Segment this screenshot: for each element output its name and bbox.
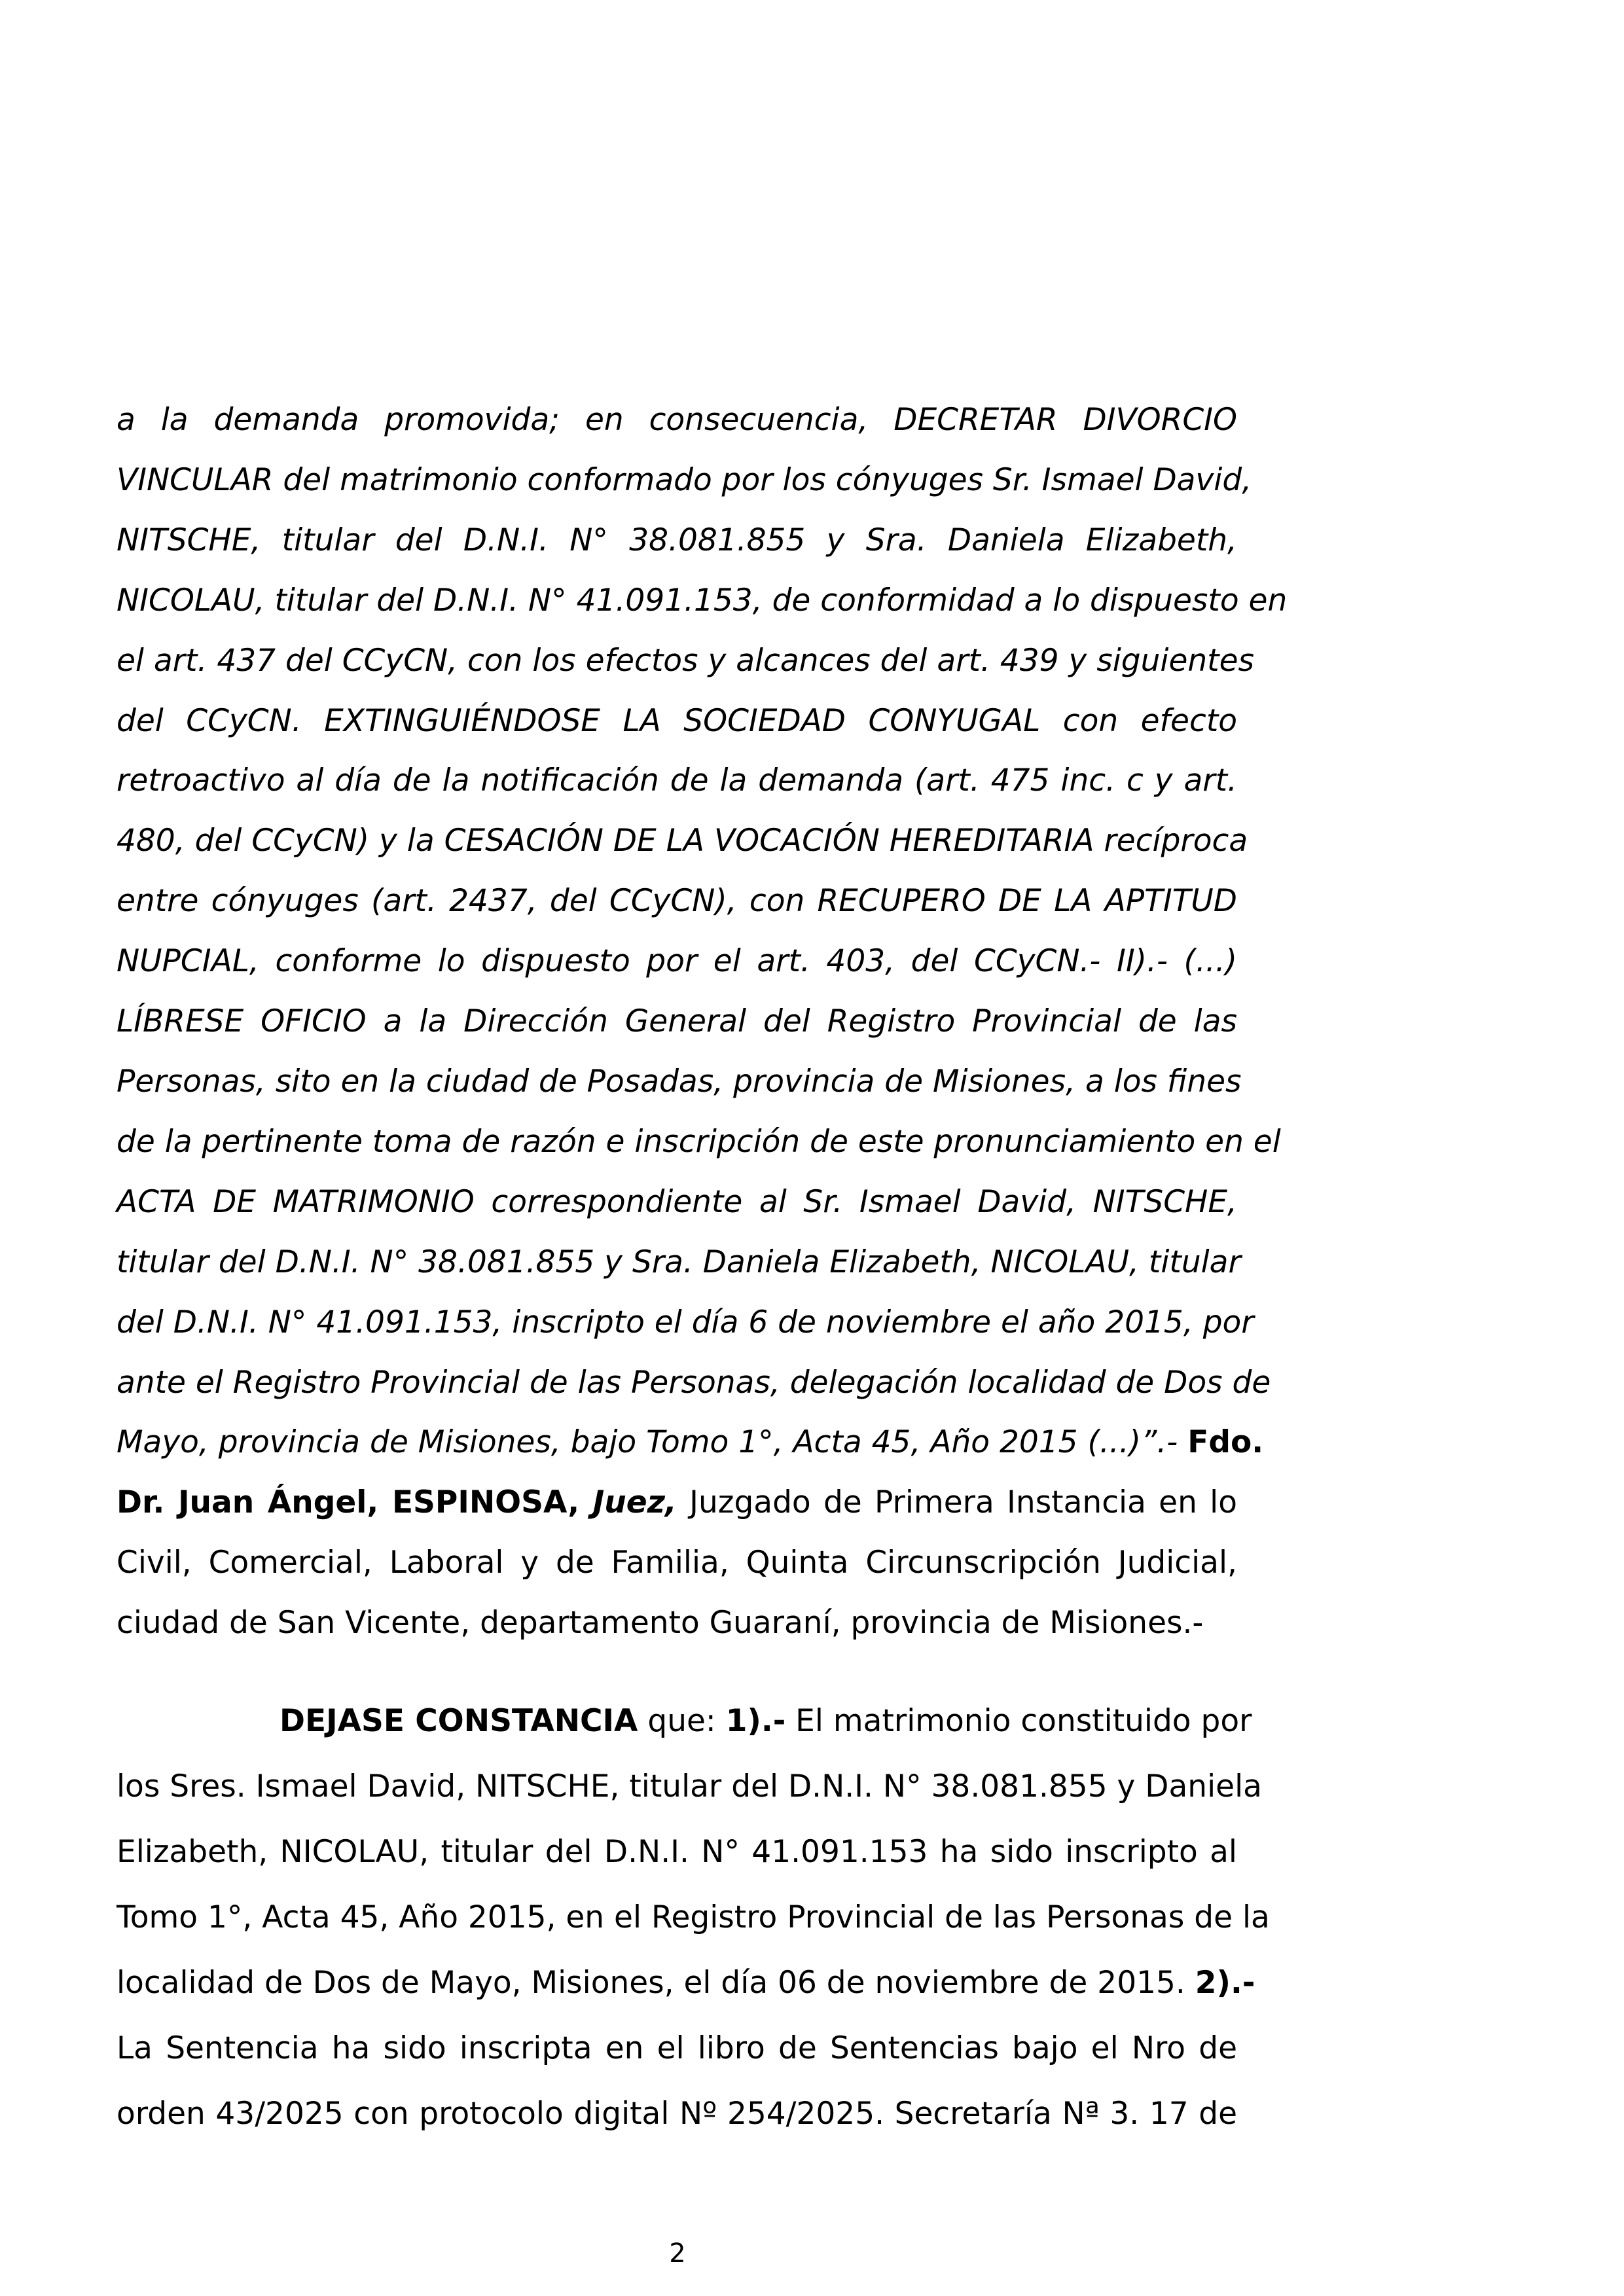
resolution-paragraph: [117, 390, 1288, 1653]
text-line: La Sentencia ha sido inscripta en el libro de Sentencias bajo el Nro de: [117, 2030, 1237, 2066]
text-line: VINCULAR del matrimonio conformado por los cónyuges Sr. Ismael David,: [117, 461, 1252, 498]
text-line: Personas, sito en la ciudad de Posadas, provincia de Misiones, a los fines: [117, 1063, 1242, 1100]
text-line: NICOLAU, titular del D.N.I. N° 41.091.153, de conformidad a lo dispuesto en: [117, 582, 1288, 619]
text-line: entre cónyuges (art. 2437, del CCyCN), con RECUPERO DE LA APTITUD: [117, 883, 1237, 920]
text-line: [117, 1473, 1237, 1533]
text-line: el art. 437 del CCyCN, con los efectos y alcances del art. 439 y siguientes: [117, 642, 1255, 679]
text-line: del CCyCN. EXTINGUIÉNDOSE LA SOCIEDAD CONYUGAL con efecto: [117, 702, 1237, 739]
court-name: Juzgado de Primera Instancia en lo: [676, 1484, 1237, 1521]
text-line: NUPCIAL, conforme lo dispuesto por el art. 403, del CCyCN.- II).- (...): [117, 943, 1237, 980]
item-number: 1).-: [725, 1703, 786, 1739]
judge-name: Dr. Juan Ángel, ESPINOSA,: [117, 1484, 593, 1521]
text-line: de la pertinente toma de razón e inscripción de este pronunciamiento en el: [117, 1123, 1281, 1160]
text-line: titular del D.N.I. N° 38.081.855 y Sra. Daniela Elizabeth, NICOLAU, titular: [117, 1244, 1241, 1280]
item-number: 2).-: [1195, 1965, 1255, 2001]
text-line: ante el Registro Provincial de las Personas, delegación localidad de Dos de: [117, 1364, 1271, 1401]
text-line: Civil, Comercial, Laboral y de Familia, Quinta Circunscripción Judicial,: [117, 1545, 1237, 1581]
text-line: ACTA DE MATRIMONIO correspondiente al Sr. Ismael David, NITSCHE,: [117, 1183, 1237, 1220]
text-line: LÍBRESE OFICIO a la Dirección General del Registro Provincial de las: [117, 1003, 1237, 1040]
quoted-text: Mayo, provincia de Misiones, bajo Tomo 1°, Acta 45, Año 2015 (...)”.-: [117, 1424, 1188, 1461]
text-line: Tomo 1°, Acta 45, Año 2015, en el Registro Provincial de las Personas de la: [117, 1899, 1270, 1935]
text-line: los Sres. Ismael David, NITSCHE, titular del D.N.I. N° 38.081.855 y Daniela: [117, 1768, 1262, 1804]
inline-text: localidad de Dos de Mayo, Misiones, el día 06 de noviembre de 2015.: [117, 1965, 1195, 2001]
signature-label: Fdo.: [1187, 1424, 1264, 1461]
inline-text: que:: [638, 1703, 726, 1739]
constancia-paragraph: [117, 1689, 1270, 2147]
text-line: ciudad de San Vicente, departamento Guaraní, provincia de Misiones.-: [117, 1605, 1204, 1641]
constancia-heading: DEJASE CONSTANCIA: [280, 1703, 638, 1739]
inline-text: El matrimonio constituido por: [785, 1703, 1252, 1739]
text-line: [117, 1950, 1255, 2016]
text-line: 480, del CCyCN) y la CESACIÓN DE LA VOCACIÓN HEREDITARIA recíproca: [117, 823, 1248, 859]
text-line: [117, 1689, 1252, 1754]
judge-title: Juez,: [592, 1484, 677, 1521]
text-line: orden 43/2025 con protocolo digital Nº 254/2025. Secretaría Nª 3. 17 de: [117, 2096, 1237, 2132]
text-line: NITSCHE, titular del D.N.I. N° 38.081.855 y Sra. Daniela Elizabeth,: [117, 522, 1237, 558]
text-line: [117, 1412, 1264, 1473]
page-number: 2: [669, 2238, 686, 2269]
text-line: Elizabeth, NICOLAU, titular del D.N.I. N° 41.091.153 ha sido inscripto al: [117, 1834, 1237, 1870]
text-line: del D.N.I. N° 41.091.153, inscripto el día 6 de noviembre el año 2015, por: [117, 1304, 1254, 1340]
text-line: a la demanda promovida; en consecuencia, DECRETAR DIVORCIO: [117, 402, 1237, 438]
text-line: retroactivo al día de la notificación de la demanda (art. 475 inc. c y art.: [117, 762, 1237, 799]
